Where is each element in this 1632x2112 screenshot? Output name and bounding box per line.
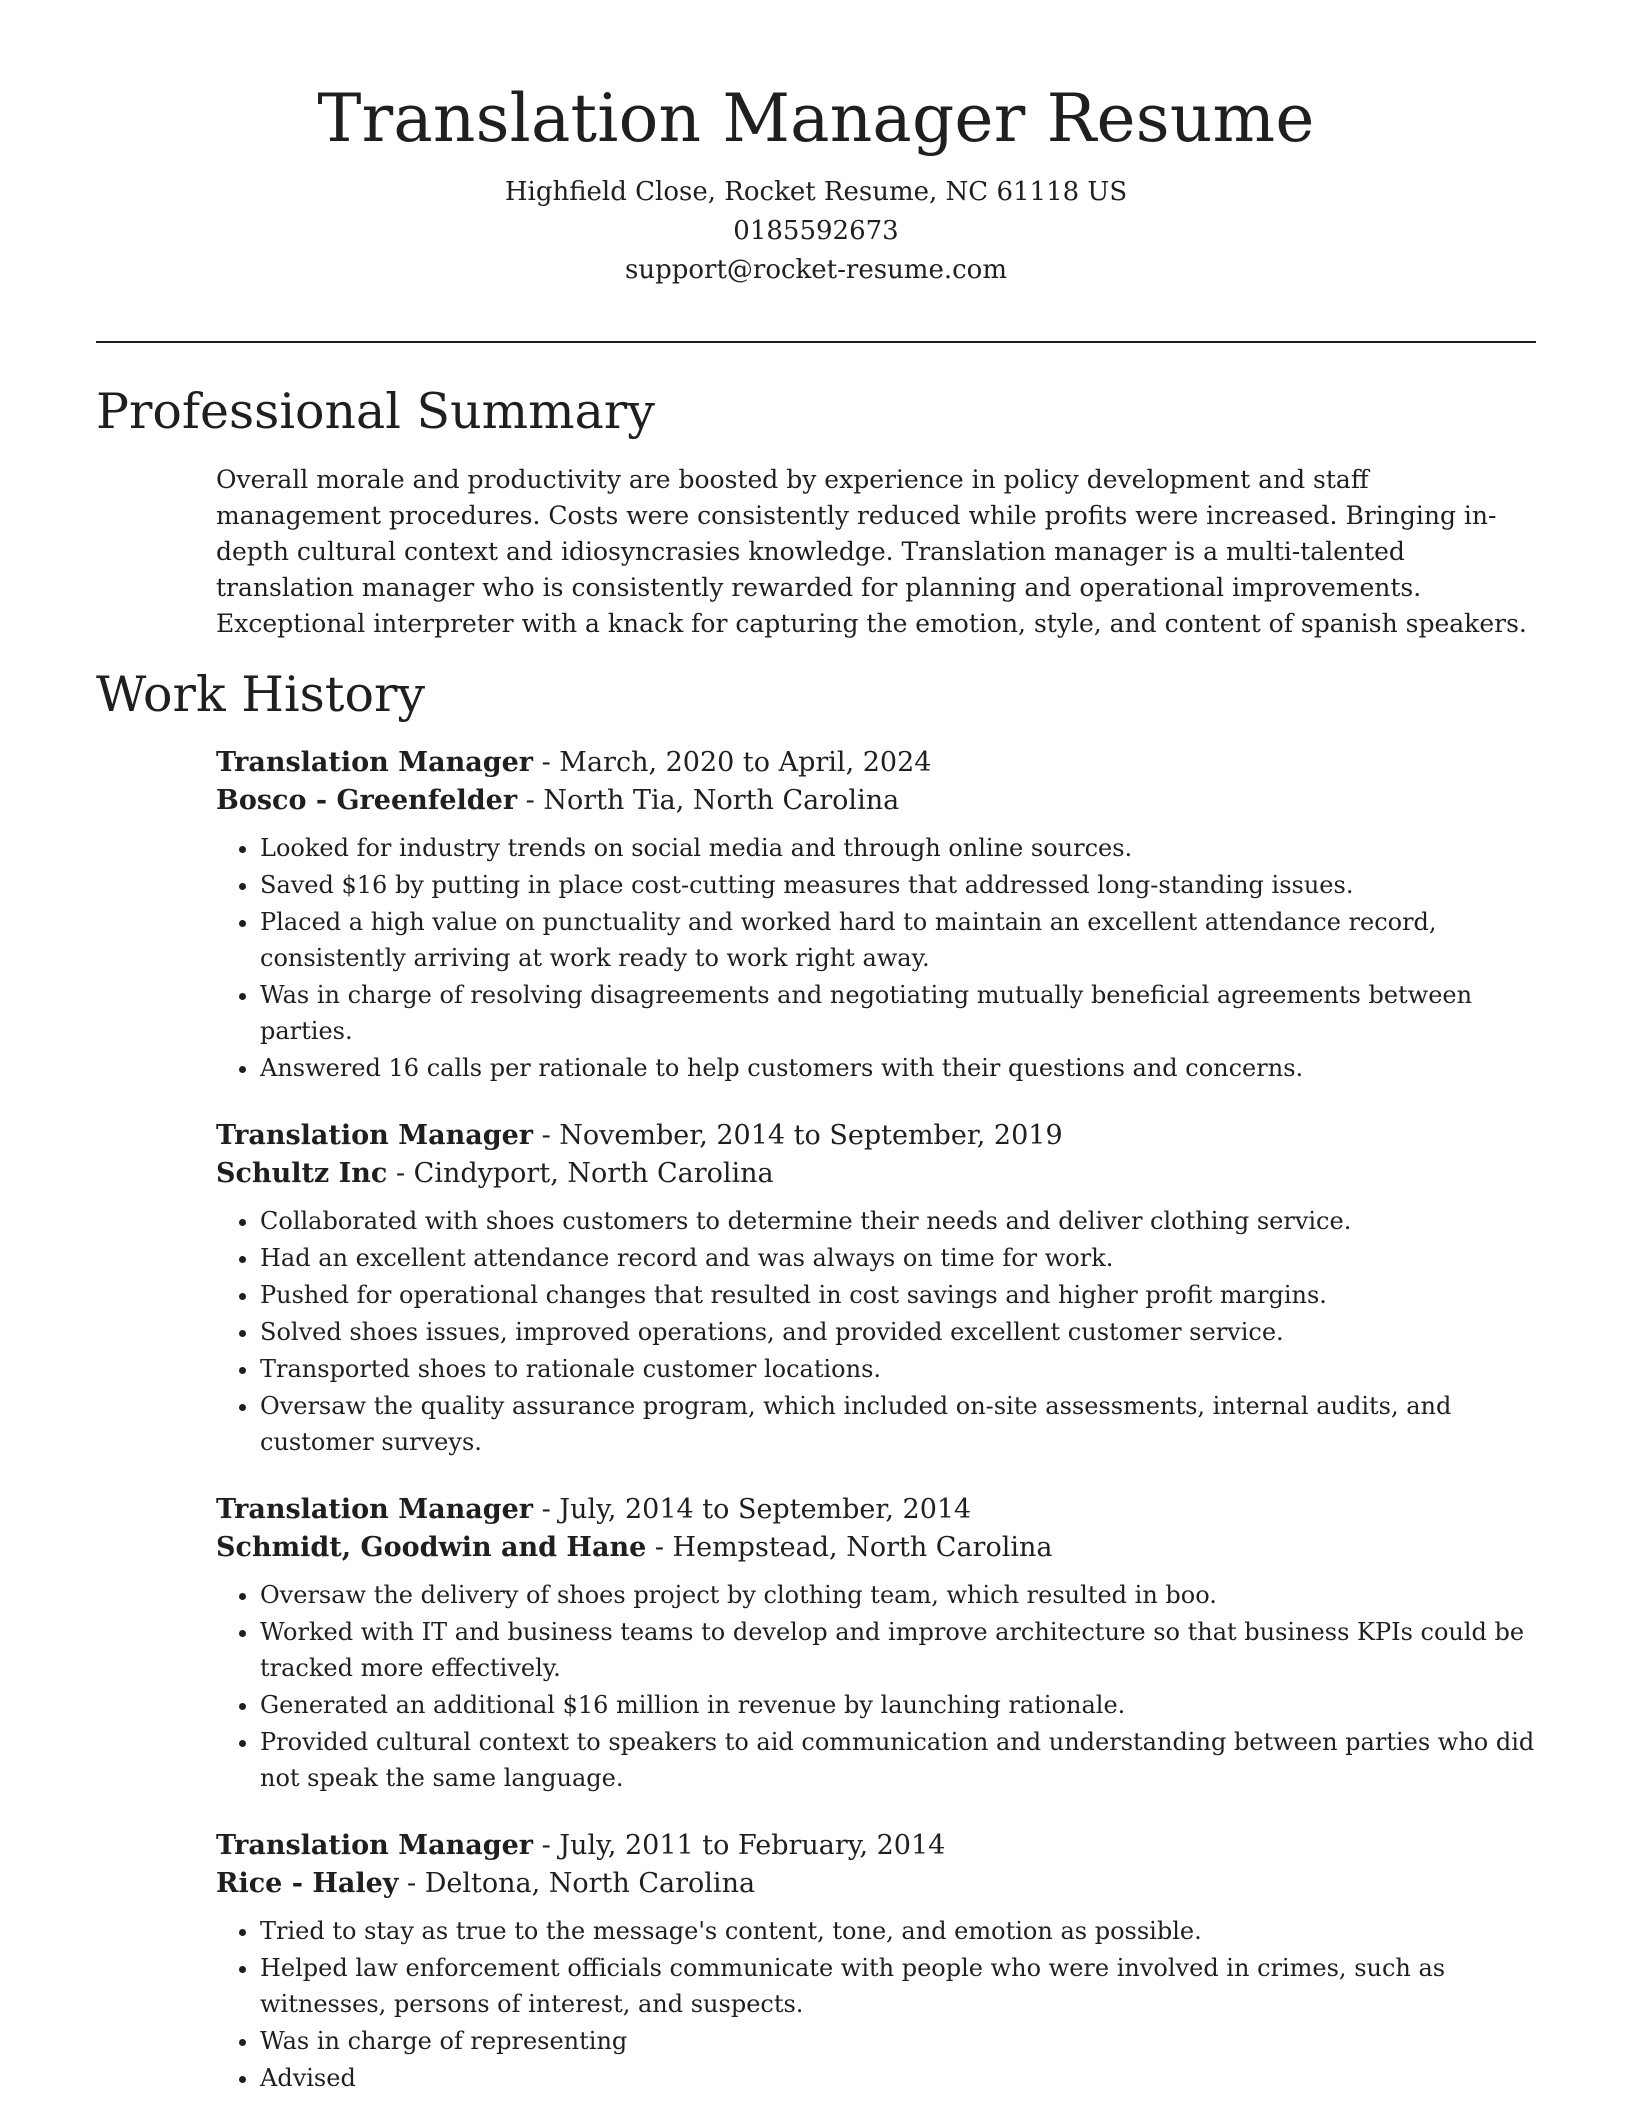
job-entry (216, 1827, 1538, 2096)
list-item: • Transported shoes to rationale customer locations. (260, 1351, 1538, 1387)
list-item: • Was in charge of resolving disagreements and negotiating mutually beneficial agreements between parties. (260, 977, 1538, 1049)
job-responsibilities (216, 1203, 1538, 1460)
job-title: Translation Manager (216, 1120, 533, 1151)
list-item: • Saved $16 by putting in place cost-cutting measures that addressed long-standing issues. (260, 867, 1538, 903)
company-name: Schultz Inc (216, 1158, 388, 1189)
job-dates: November, 2014 to September, 2019 (559, 1120, 1063, 1151)
email-address: support@rocket-resume.com (624, 254, 1007, 285)
address: Highfield Close, Rocket Resume, NC 61118 US (504, 176, 1128, 207)
separator: - (517, 785, 544, 816)
list-item: • Tried to stay as true to the message's content, tone, and emotion as possible. (260, 1913, 1538, 1949)
separator: - (387, 1158, 414, 1189)
list-item: • Pushed for operational changes that resulted in cost savings and higher profit margins. (260, 1277, 1538, 1313)
list-item: • Helped law enforcement officials communicate with people who were involved in crimes, such as witnesses, persons of interest, and suspects. (260, 1950, 1538, 2022)
job-location: North Tia, North Carolina (543, 785, 900, 816)
job-company-line (216, 1865, 1538, 1903)
separator: - (533, 1830, 560, 1861)
job-title-line (216, 1117, 1538, 1155)
resume-header (96, 78, 1536, 290)
job-company-line (216, 782, 1538, 820)
contact-info (96, 173, 1536, 290)
job-title: Translation Manager (216, 747, 533, 778)
job-entry (216, 744, 1538, 1086)
job-location: Deltona, North Carolina (424, 1868, 756, 1899)
job-responsibilities (216, 830, 1538, 1086)
separator: - (533, 747, 560, 778)
job-title: Translation Manager (216, 1494, 533, 1525)
list-item: • Had an excellent attendance record and was always on time for work. (260, 1240, 1538, 1276)
company-name: Bosco - Greenfelder (216, 785, 518, 816)
job-company-line (216, 1155, 1538, 1193)
job-dates: July, 2011 to February, 2014 (559, 1830, 946, 1861)
list-item: • Answered 16 calls per rationale to help customers with their questions and concerns. (260, 1050, 1538, 1086)
job-company-line (216, 1529, 1538, 1567)
company-name: Rice - Haley (216, 1868, 399, 1899)
list-item: • Generated an additional $16 million in revenue by launching rationale. (260, 1687, 1538, 1723)
job-location: Hempstead, North Carolina (672, 1532, 1053, 1563)
list-item: • Was in charge of representing (260, 2023, 1538, 2059)
list-item: • Provided cultural context to speakers to aid communication and understanding between parties who did not speak the same language. (260, 1724, 1538, 1796)
resume-title: Translation Manager Resume (317, 80, 1315, 157)
list-item: • Looked for industry trends on social media and through online sources. (260, 830, 1538, 866)
list-item: • Advised (260, 2060, 1538, 2096)
list-item: • Oversaw the quality assurance program, which included on-site assessments, internal audits, and customer surveys. (260, 1388, 1538, 1460)
job-responsibilities (216, 1913, 1538, 2096)
job-dates: March, 2020 to April, 2024 (559, 747, 932, 778)
separator: - (533, 1494, 560, 1525)
job-title: Translation Manager (216, 1830, 533, 1861)
work-history-list (216, 744, 1538, 2112)
phone-number: 0185592673 (733, 215, 899, 246)
summary-heading: Professional Summary (96, 383, 655, 440)
list-item: • Worked with IT and business teams to develop and improve architecture so that business KPIs could be tracked more effectively. (260, 1614, 1538, 1686)
company-name: Schmidt, Goodwin and Hane (216, 1532, 647, 1563)
job-title-line (216, 1491, 1538, 1529)
job-title-line (216, 1827, 1538, 1865)
separator: - (646, 1532, 673, 1563)
header-divider (96, 341, 1536, 343)
job-title-line (216, 744, 1538, 782)
list-item: • Placed a high value on punctuality and worked hard to maintain an excellent attendance record, consistently arriving at work ready to work right away. (260, 904, 1538, 976)
job-entry (216, 1491, 1538, 1796)
job-location: Cindyport, North Carolina (413, 1158, 774, 1189)
list-item: • Oversaw the delivery of shoes project by clothing team, which resulted in boo. (260, 1577, 1538, 1613)
work-history-heading: Work History (96, 666, 426, 723)
summary-text: Overall morale and productivity are boosted by experience in policy development and staff management procedures. Costs were consistently reduced while profits were increased. Bringing in-depth cultural context and idiosyncrasies knowledge. Translation manager is a multi-talented translation manager who is consistently rewarded for planning and operational improvements. Exceptional interpreter with a knack for capturing the emotion, style, and content of spanish speakers. (216, 465, 1527, 638)
job-responsibilities (216, 1577, 1538, 1796)
list-item: • Solved shoes issues, improved operations, and provided excellent customer service. (260, 1314, 1538, 1350)
job-dates: July, 2014 to September, 2014 (559, 1494, 972, 1525)
job-entry (216, 1117, 1538, 1460)
separator: - (398, 1868, 425, 1899)
separator: - (533, 1120, 560, 1151)
list-item: • Collaborated with shoes customers to determine their needs and deliver clothing service. (260, 1203, 1538, 1239)
